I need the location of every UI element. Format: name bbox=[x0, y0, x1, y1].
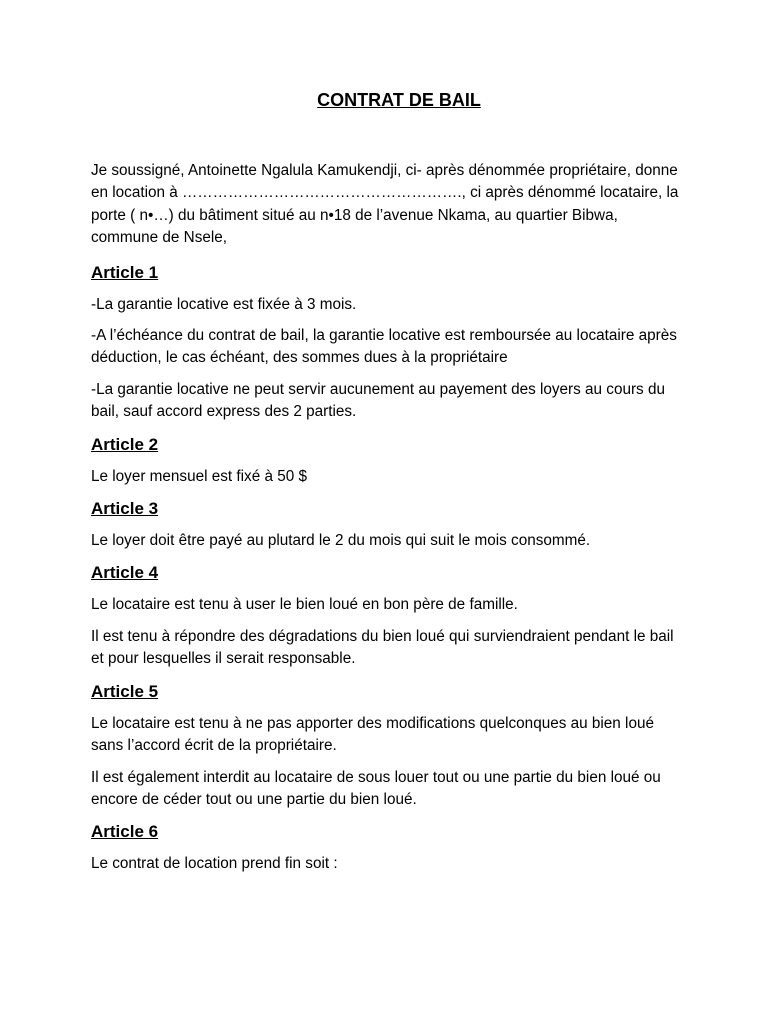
article-paragraph: Le loyer doit être payé au plutard le 2 du mois qui suit le mois consommé. bbox=[91, 532, 591, 550]
article-heading: Article 6 bbox=[91, 822, 159, 842]
article-paragraph: Le locataire est tenu à ne pas apporter des modifications quelconques au bien loué sans l’accord écrit de la propriétaire. bbox=[91, 714, 654, 755]
article-heading: Article 3 bbox=[91, 499, 159, 519]
article-paragraph: Il est tenu à répondre des dégradations du bien loué qui surviendraient pendant le bail et pour lesquelles il serait responsable. bbox=[91, 627, 674, 668]
article-heading: Article 5 bbox=[91, 681, 159, 701]
article-5 bbox=[91, 680, 681, 812]
document-title: CONTRAT DE BAIL bbox=[317, 90, 481, 110]
article-paragraph: -La garantie locative est fixée à 3 mois. bbox=[91, 295, 357, 313]
intro-paragraph: Je soussigné, Antoinette Ngalula Kamukendji, ci- après dénommée propriétaire, donne en location à ………………………………………………., ci après dénommé locataire, la porte ( n•…) du bâtiment situé au n•18 de l’avenue Nkama, au quartier Bibwa, commune de Nsele, bbox=[91, 162, 679, 247]
article-paragraph: Il est également interdit au locataire de sous louer tout ou une partie du bien loué ou encore de céder tout ou une partie du bien loué. bbox=[91, 768, 661, 808]
article-heading: Article 2 bbox=[91, 434, 159, 454]
article-heading: Article 4 bbox=[91, 563, 159, 583]
article-1 bbox=[91, 261, 681, 424]
article-paragraph: Le loyer mensuel est fixé à 50 $ bbox=[91, 467, 307, 485]
article-paragraph: Le contrat de location prend fin soit : bbox=[91, 855, 338, 873]
article-2 bbox=[91, 433, 681, 488]
article-paragraph: Le locataire est tenu à user le bien loué en bon père de famille. bbox=[91, 596, 518, 614]
article-6 bbox=[91, 820, 681, 875]
article-4 bbox=[91, 561, 681, 670]
article-paragraph: -A l’échéance du contrat de bail, la garantie locative est remboursée au locataire après déduction, le cas échéant, des sommes dues à la propriétaire bbox=[91, 327, 677, 367]
article-heading: Article 1 bbox=[91, 262, 159, 282]
article-paragraph: -La garantie locative ne peut servir aucunement au payement des loyers au cours du bail, sauf accord express des 2 parties. bbox=[91, 380, 665, 421]
document-body bbox=[91, 160, 681, 885]
article-3 bbox=[91, 497, 681, 552]
